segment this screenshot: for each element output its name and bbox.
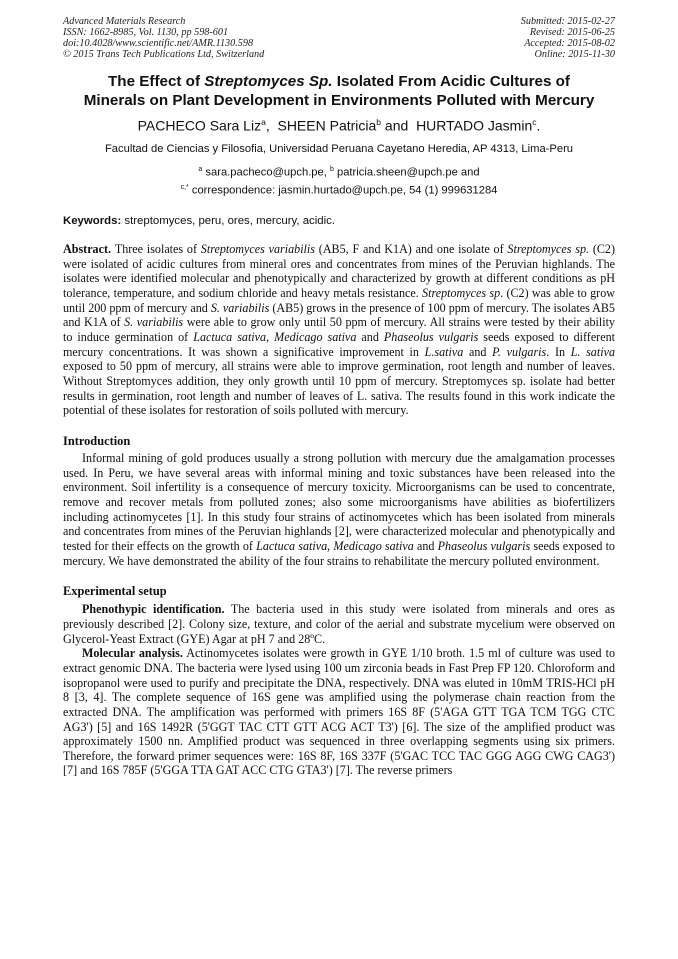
journal-doi: doi:10.4028/www.scientific.net/AMR.1130.598 bbox=[63, 38, 254, 49]
date-revised: Revised: 2015-06-25 bbox=[529, 27, 615, 38]
section-heading-introduction: Introduction bbox=[63, 434, 131, 448]
author-emails bbox=[63, 162, 615, 199]
email-line-2: $^{c,*}$ correspondence: jasmin.hurtado@upch.pe, 54 (1) 999631284 bbox=[180, 184, 498, 198]
section-heading-experimental: Experimental setup bbox=[63, 584, 167, 599]
author-list: PACHECO Sara Liz$^a$, SHEEN Patricia$^b$ and HURTADO Jasmin$^c$. bbox=[137, 117, 541, 134]
phenotypic-paragraph: Phenothypic identification. The bacteria used in this study were isolated from minerals and ores as previously described [2]. Colony size, texture, and color of the aerial and substrate mycelium were observed on Glycerol-Yeast Extract (GYE) Agar at pH 7 and 28ºC. bbox=[63, 602, 615, 646]
author-sheen: SHEEN Patricia bbox=[277, 117, 377, 134]
email-line-1: $^a$ sara.pacheco@upch.pe, $^b$ patricia.sheen@upch.pe and bbox=[198, 165, 480, 179]
date-submitted: Submitted: 2015-02-27 bbox=[520, 16, 615, 27]
paper-title: The Effect of Streptomyces Sp. Isolated From Acidic Cultures of Minerals on Plant Development in Environments Polluted with Mercury bbox=[83, 73, 595, 109]
affiliation: Facultad de Ciencias y Filosofia, Universidad Peruana Cayetano Heredia, AP 4313, Lima-Peru bbox=[104, 142, 574, 155]
journal-name: Advanced Materials Research bbox=[63, 16, 186, 27]
author-hurtado: HURTADO Jasmin bbox=[416, 117, 533, 134]
introduction-paragraph: Informal mining of gold produces usually a strong pollution with mercury due the amalgamation processes used. In Peru, we have several areas with informal mining and toxic substances have been released into the environment. Soil infertility is a consequence of mercury toxicity. Microorganisms can be used to concentrate, remove and recover metals from polluted zones; also some microorganisms have abilities as biofertilizers including actinomycetes [1]. In this study four strains of actinomycetes which has been isolated from minerals and concentrates from mines of the Peruvian highlands [2], were characterized molecular and phenotypically and tested for their effects on the growth of Lactuca sativa, Medicago sativa and Phaseolus vulgaris seeds exposed to mercury. We have demonstrated the ability of the four strains to rehabilitate the mercury polluted environment. bbox=[63, 451, 615, 568]
molecular-paragraph: Molecular analysis. Actinomycetes isolates were growth in GYE 1/10 broth. 1.5 ml of culture was used to extract genomic DNA. The bacteria were lysed using 100 um zirconia beads in Fast Prep FP 120. Chloroform and isopropanol were used to purify and precipitate the DNA, respectively. DNA was eluted in 10mM TRIS-HCl pH 8 [3, 4]. The complete sequence of 16S gene was amplified using the polymerase chain reaction from the extracted DNA. The amplification was performed with primers 16S 8F (5'AGA GTT TGA TCM TGG CTC AG3') [5] and 16S 1492R (5'GGT TAC CTT GTT ACG ACT T3') [6]. The size of the amplified product was approximately 1500 nn. Amplified product was sequenced in three overlapping segments using six primers. Therefore, the forward primer sequences were: 16S 8F, 16S 337F (5'GAC TCC TAC GGG AGG CWG CAG3') [7] and 16S 785F (5'GGA TTA GAT ACC CTG GTA3') [7]. The reverse primers bbox=[63, 646, 615, 778]
keywords-label: Keywords: bbox=[63, 215, 122, 228]
author-pacheco: PACHECO Sara Liz bbox=[137, 117, 262, 134]
abstract-label: Abstract. bbox=[63, 242, 112, 257]
journal-copyright: © 2015 Trans Tech Publications Ltd, Switzerland bbox=[63, 49, 265, 60]
journal-info bbox=[63, 16, 264, 60]
running-header bbox=[63, 16, 615, 60]
keywords-text: streptomyces, peru, ores, mercury, acidic. bbox=[124, 215, 335, 228]
date-online: Online: 2015-11-30 bbox=[534, 49, 615, 60]
journal-issn: ISSN: 1662-8985, Vol. 1130, pp 598-601 bbox=[63, 27, 229, 38]
date-accepted: Accepted: 2015-08-02 bbox=[524, 38, 615, 49]
abstract: Abstract. Three isolates of Streptomyces variabilis (AB5, F and K1A) and one isolate of Streptomyces sp. (C2) were isolated of acidic cultures from mineral ores and concentrates from mines of the Peruvian highlands. The isolates were identified molecular and phenotypically and characterized by growth at different conditions as pH tolerance, temperature, and sodium chloride and heavy metals resistance. Streptomyces sp. (C2) was able to grow until 200 ppm of mercury and S. variabilis (AB5) grows in the presence of 100 ppm of mercury. The isolates AB5 and K1A of S. variabilis were able to grow only until 50 ppm of mercury. All strains were tested by their ability to induce germination of Lactuca sativa, Medicago sativa and Phaseolus vulgaris seeds exposed to different mercury concentrations. It was shown a significative improvement in L.sativa and P. vulgaris. In L. sativa exposed to 50 ppm of mercury, all strains were able to improve germination, root length and number of leaves. Without Streptomyces addition, they only growth until 10 ppm of mercury. Streptomyces sp. isolate had better results in germination, root length and number of leaves of L. sativa. The results found in this work indicate the potential of these isolates for restoration of soils polluted with mercury. bbox=[63, 242, 615, 418]
keywords bbox=[63, 214, 615, 228]
publication-dates bbox=[521, 16, 615, 60]
